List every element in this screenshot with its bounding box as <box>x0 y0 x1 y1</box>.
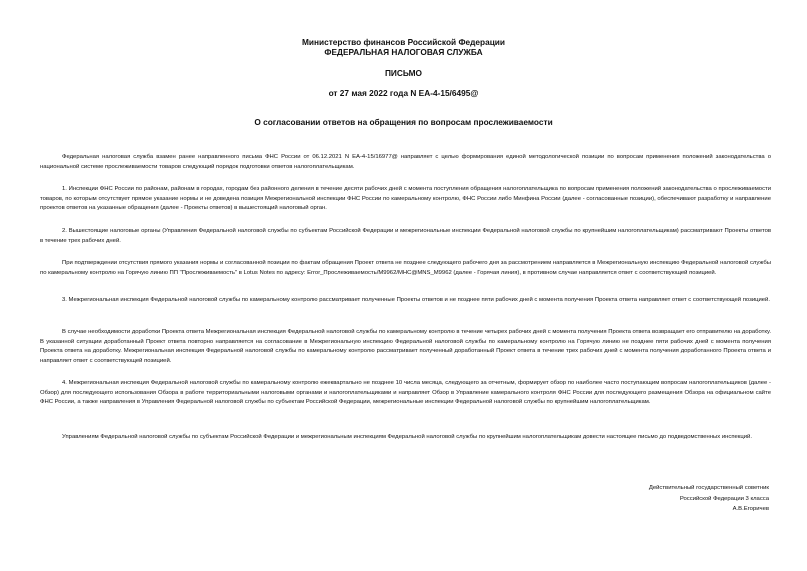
signatory-rank: Российской Федерации 3 класса <box>679 495 769 502</box>
paragraph-3-continued: В случае необходимости доработки Проекта ответа Межрегиональная инспекция Федеральной налоговой службы по камеральному контролю в течение четырех рабочих дней с момента получения Проекта ответа возвращает его отправителю на доработку. В указанной ситуации доработанный Проект ответа повторно направляется на согласование в Межрегиональную инспекцию Федеральной налоговой службы по камеральному контролю на Горячую линию не позднее пяти рабочих дней с момента получения Проекта ответа на доработку. Межрегиональная инспекция Федеральной налоговой службы по камеральному контролю рассматривает полученный доработанный Проект ответа в течение трех рабочих дней с момента получения доработанного Проекта ответа и направляет ответ с соответствующей позицией. <box>40 329 771 364</box>
signatory-name: А.В.Егоричев <box>732 506 769 512</box>
paragraph-2: 2. Вышестоящие налоговые органы (Управления Федеральной налоговой службы по субъектам Российской Федерации и межрегиональные инспекции Федеральной налоговой службы по крупнейшим налогоплательщикам) рассматривают Проекты ответов в течение трех рабочих дней. <box>40 228 771 244</box>
document-date-number: от 27 мая 2022 года N ЕА-4-15/6495@ <box>328 88 479 98</box>
document-type: ПИСЬМО <box>384 68 423 78</box>
signature-block <box>649 483 769 515</box>
paragraph-4: 4. Межрегиональная инспекция Федеральной налоговой службы по камеральному контролю ежеквартально не позднее 10 числа месяца, следующего за отчетным, формирует обзор по наиболее часто поступающим вопросам налогоплательщиков (далее - Обзор) для последующего использования Обзора в работе территориальными налоговыми органами и налогоплательщиками и направляет Обзор в Управление камерального контроля ФНС России для последующего размещения Обзора на официальном сайте ФНС России, а также направления в Управления Федеральной налоговой службы по субъектам Российской Федерации, межрегиональные инспекции Федеральной налоговой службы по крупнейшим налогоплательщикам. <box>40 380 771 406</box>
paragraph-closing: Управлениям Федеральной налоговой службы по субъектам Российской Федерации и межрегиональным инспекциям Федеральной налоговой службы по крупнейшим налогоплательщикам довести настоящее письмо до подведомственных инспекций. <box>62 434 752 440</box>
service-name: ФЕДЕРАЛЬНАЯ НАЛОГОВАЯ СЛУЖБА <box>324 47 483 57</box>
paragraph-2-continued: При подтверждении отсутствия прямого указания нормы и согласованной позиции по фактам обращения Проект ответа не позднее следующего рабочего дня за рассмотрением направляется в Межрегиональную инспекцию Федеральной налоговой службы по камеральному контролю на Горячую линию ПП "Прослеживаемость" в Lotus Notes по адресу: Error_Прослеживаемость/M9962/МНС@MNS_M9962 (далее - Горячая линия), в противном случае направляется ответ с соответствующей позицией. <box>40 260 771 276</box>
paragraph-1: 1. Инспекции ФНС России по районам, районам в городах, городам без районного деления в течение десяти рабочих дней с момента поступления обращения налогоплательщика по вопросам применения положений законодательства о прослеживаемости товаров, по которым отсутствует прямое указание нормы и не доведена позиция Межрегиональной инспекции ФНС России по камеральному контролю, ФНС России либо Минфина России (далее - согласованные позиции), обеспечивают разработку и направление проектов ответов на указанные обращения (далее - Проекты ответов) в вышестоящий налоговый орган. <box>40 186 771 212</box>
signatory-position: Действительный государственный советник <box>648 485 769 491</box>
paragraph-3: 3. Межрегиональная инспекция Федеральной налоговой службы по камеральному контролю рассматривает полученные Проекты ответов и не позднее пяти рабочих дней с момента получения Проекта ответа направляет ответ с соответствующей позицией. <box>62 297 770 303</box>
ministry-name: Министерство финансов Российской Федерации <box>301 37 506 47</box>
document-subject: О согласовании ответов на обращения по вопросам прослеживаемости <box>254 117 553 127</box>
paragraph-intro: Федеральная налоговая служба взамен ранее направленного письма ФНС России от 06.12.2021 N ЕА-4-15/16977@ направляет с целью формирования единой методологической позиции по вопросам применения положений законодательства о национальной системе прослеживаемости товаров следующий порядок подготовки ответов налогоплательщикам. <box>40 154 771 170</box>
